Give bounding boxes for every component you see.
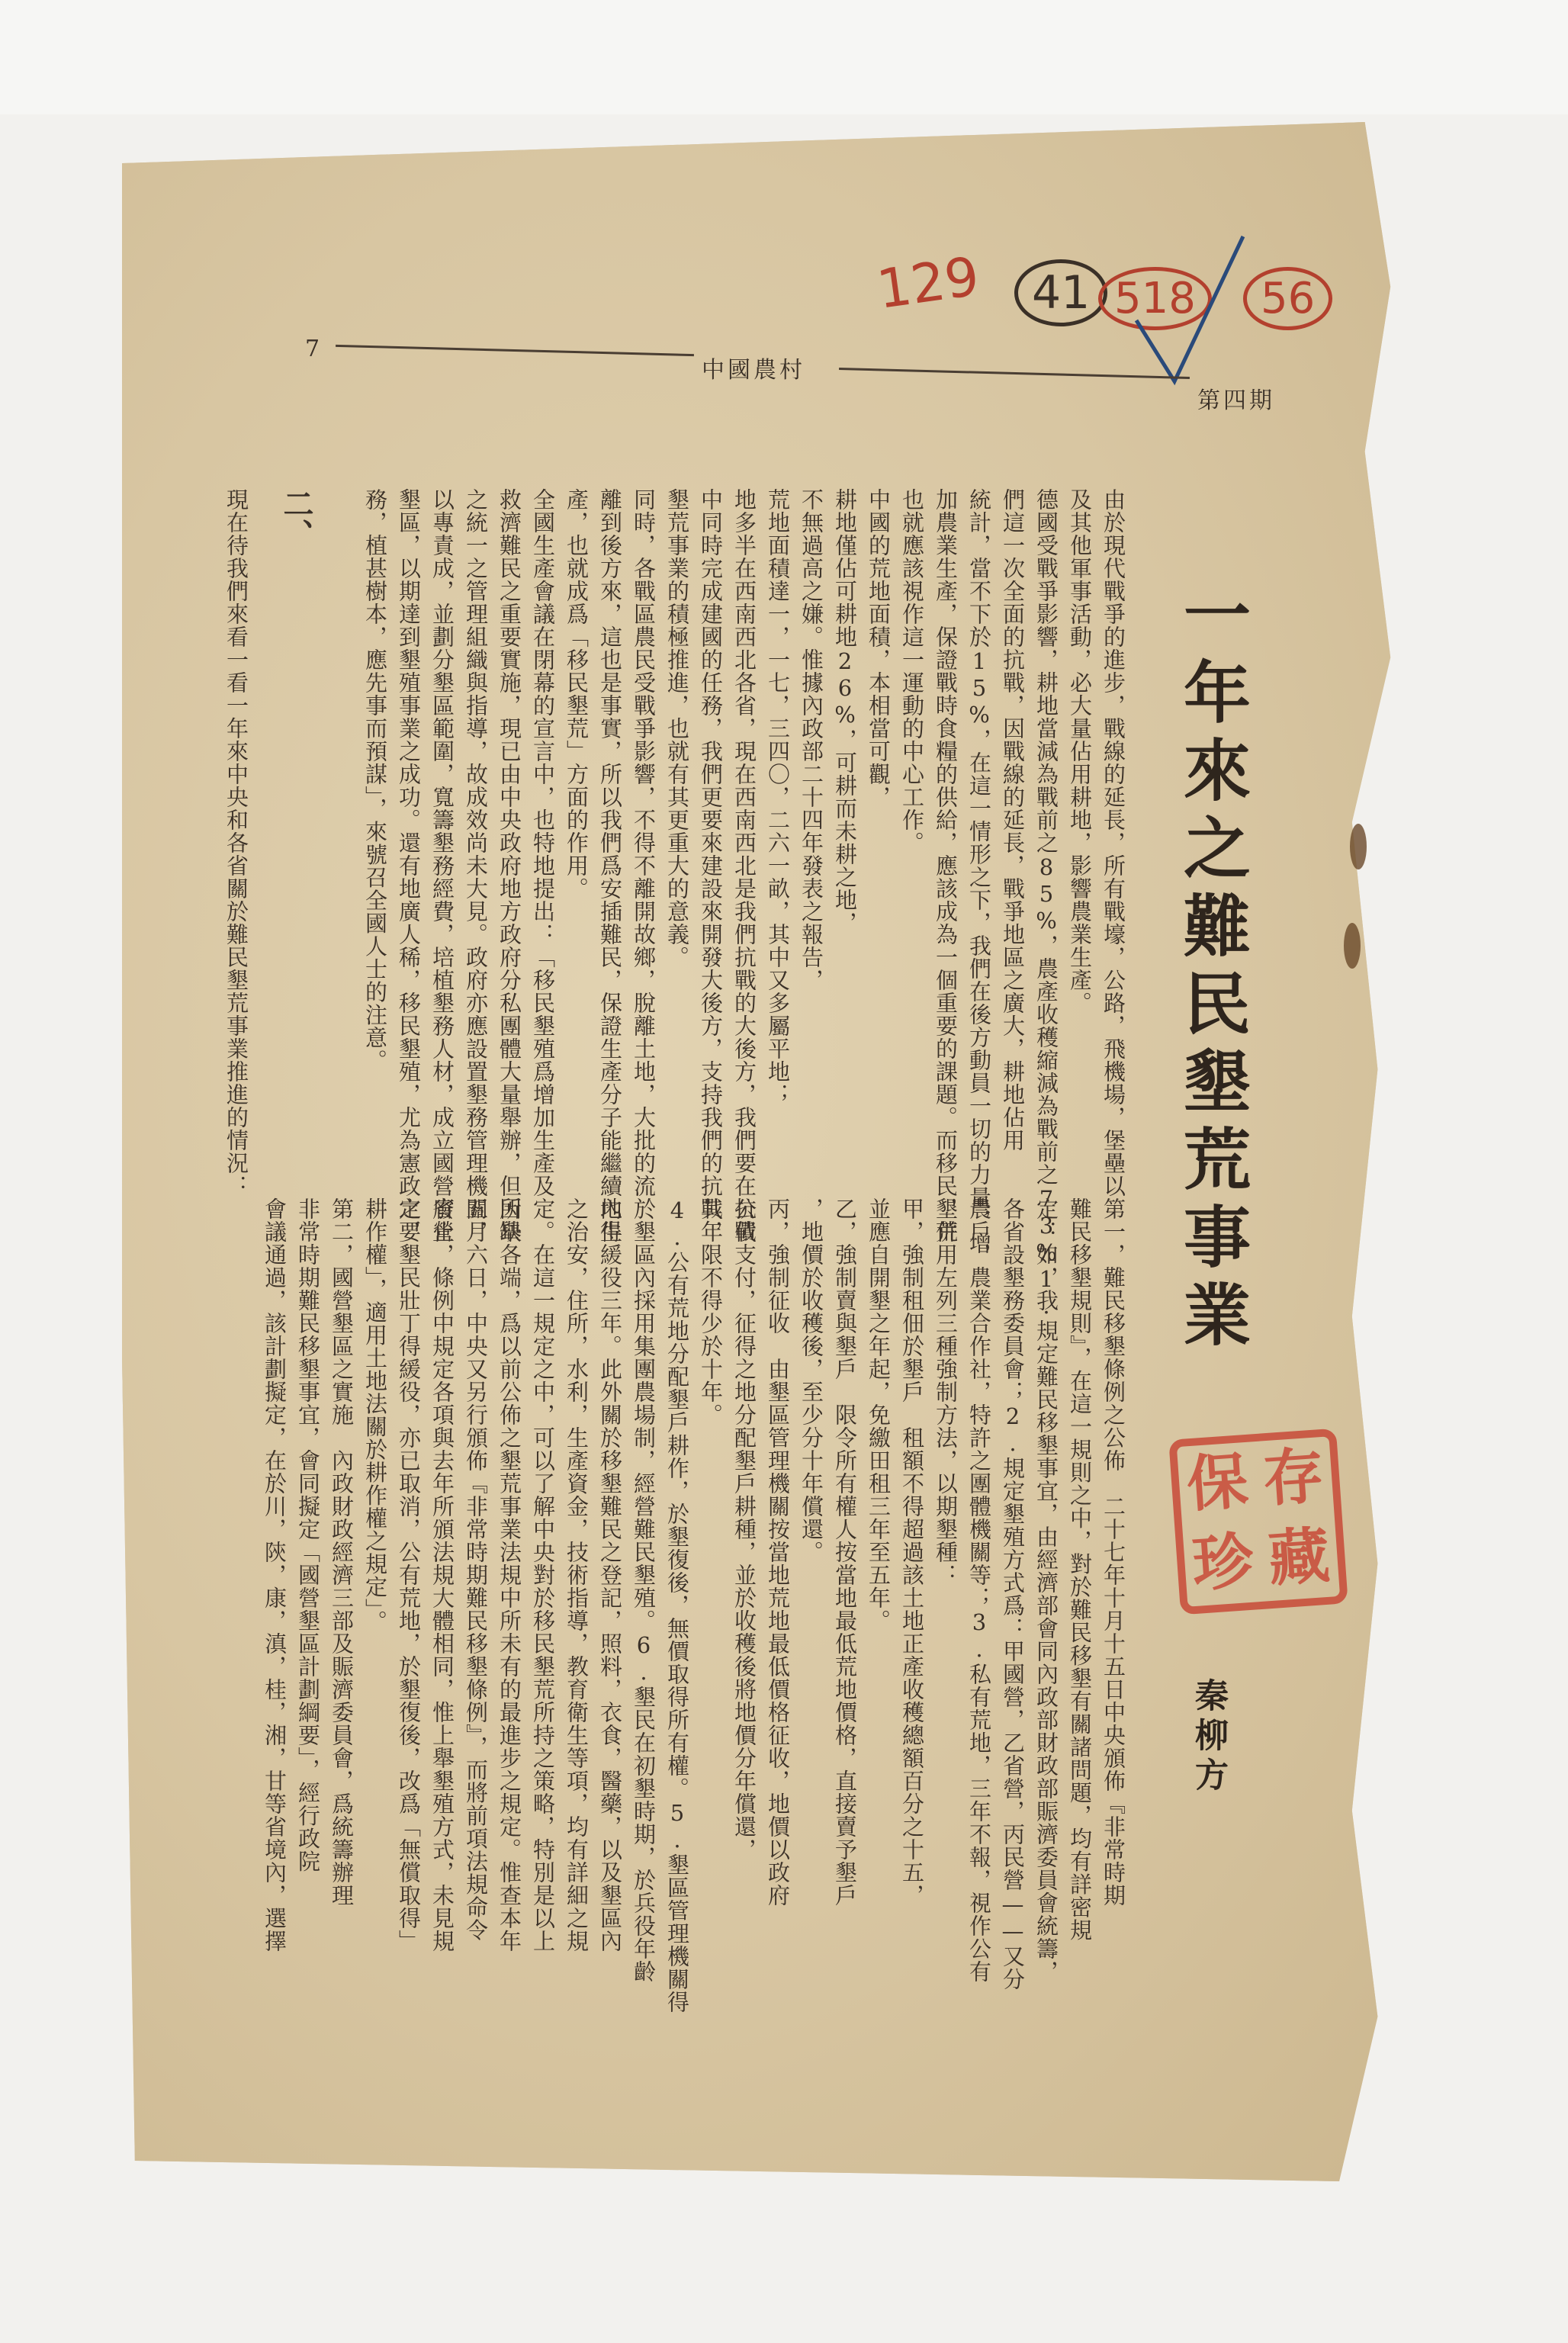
text-column: 乙，強制賣與墾戶 限令所有權人按當地最低荒地價格，直接賣予墾戶 xyxy=(832,1197,858,1907)
text-column: 墾區，以期達到墾殖事業之成功。還有地廣人稀，移民墾殖，尤為憲政之要 xyxy=(396,488,422,1243)
text-column: 也就應該視作這一運動的中心工作。 xyxy=(899,488,925,854)
page-number: 7 xyxy=(305,336,323,362)
text-column: 德國受戰爭影響，耕地當減為戰前之85%，農產收穫縮減為戰前之73%，我 xyxy=(1033,488,1059,1312)
text-column: 五月六日，中央又另行頒佈『非常時期難民移墾條例』，而將前項法規命令 xyxy=(463,1197,489,1942)
text-column: 定。在這一規定之中，可以了解中央對於移民墾荒所持之策略，特別是以上 xyxy=(530,1197,556,1952)
rust-stain xyxy=(1350,824,1367,869)
text-column: 難民移墾規則』，在這一規則之中，對於難民移墾有關諸問題，均有詳密規 xyxy=(1067,1197,1093,1942)
seal-char: 存 xyxy=(1260,1438,1327,1515)
text-column: 耕地僅佔可耕地26%，可耕而未耕之地， xyxy=(832,488,858,934)
text-column: 內得緩役三年。此外關於移墾難民之登記，照料，衣食，醫藥，以及墾區內 xyxy=(597,1197,623,1952)
text-column: 中國的荒地面積，本相當可觀， xyxy=(866,488,892,808)
text-column: 非常時期難民移墾事宜，會同擬定「國營墾區計劃綱要」，經行政院 xyxy=(295,1197,321,1873)
text-column: ，併用左列三種強制方法，以期墾種： xyxy=(933,1197,959,1586)
backdrop xyxy=(0,0,1568,114)
section-two-text: 現在待我們來看一看一年來中央和各省關於難民墾荒事業推進的情況： xyxy=(223,488,249,1197)
pencil-check-mark-icon xyxy=(1129,229,1251,397)
text-column: 定，墾民壯丁得緩役，亦已取消，公有荒地，於墾復後，改爲「無償取得」 xyxy=(396,1197,422,1952)
issue-label: 第四期 xyxy=(1197,387,1275,414)
text-column: 第二，國營墾區之實施 內政財政經濟三部及賑濟委員會，爲統籌辦理 xyxy=(329,1197,355,1907)
text-column: 之治安，住所，水利，生產資金，技術指導，教育衛生等項，均有詳細之規 xyxy=(564,1197,590,1952)
text-column: 離到後方來，這也是事實，所以我們爲安插難民，保證生產分子能繼續地生 xyxy=(597,488,623,1243)
text-column: 丙，強制征收 由墾區管理機關按當地荒地最低價格征收，地價以政府 xyxy=(765,1197,791,1907)
text-column: 耕作權」，適用土地法關於耕作權之規定」。 xyxy=(362,1197,388,1633)
text-column: 各省設墾務委員會；2.規定墾殖方式爲：甲國營，乙省營，丙民營——又分 xyxy=(1000,1197,1026,1991)
text-column: 同時，各戰區農民受戰爭影響，不得不離開故鄉，脫離土地，大批的流 xyxy=(631,488,657,1197)
text-column: 其年限不得少於十年。 xyxy=(698,1197,724,1426)
text-column: 由於現代戰爭的進步，戰線的延長，所有戰壕，公路，飛機場，堡壘以 xyxy=(1100,488,1126,1197)
text-column: 第一，難民移墾條例之公佈 二十七年十月十五日中央頒佈『非常時期 xyxy=(1100,1197,1126,1907)
text-column: 墾荒事業的積極推進，也就有其更重大的意義。 xyxy=(664,488,690,969)
text-column: 會議通過，該計劃擬定，在於川，陝，康，滇，桂，湘，甘等省境內，選擇 xyxy=(262,1197,288,1952)
text-column: 之統一之管理組織與指導，故成效尚未大見。政府亦應設置墾務管理機關， xyxy=(463,488,489,1243)
seal-char: 珍 xyxy=(1190,1524,1256,1601)
text-column: 並應自開墾之年起，免繳田租三年至五年。 xyxy=(866,1197,892,1632)
text-column: 荒地面積達一，一七，三四〇，二六一畝，其中又多屬平地； xyxy=(765,488,791,1106)
seal-char: 保 xyxy=(1184,1444,1251,1521)
text-column: 農戶，農業合作社，特許之團體機關等；3.私有荒地，三年不報，視作公有 xyxy=(966,1197,992,1983)
rust-stain xyxy=(1344,923,1361,969)
magazine-name: 中國農村 xyxy=(702,357,805,384)
text-column: 定：如1.規定難民移墾事宜，由經濟部會同內政部財政部賑濟委員會統籌， xyxy=(1033,1197,1059,1983)
article-author: 秦柳方 xyxy=(1189,1678,1228,1797)
text-column: 統計，當不下於15%，在這一情形之下，我們在後方動員一切的力量，增 xyxy=(966,488,992,1255)
text-column: 加農業生產，保證戰時食糧的供給，應該成為一個重要的課題。而移民墾荒 xyxy=(933,488,959,1243)
handwritten-note-56: 56 xyxy=(1243,267,1332,330)
text-column: 地多半在西南西北各省，現在西南西北是我們抗戰的大後方，我們要在抗戰 xyxy=(731,488,757,1243)
article-title: 一年來之難民墾荒事業 xyxy=(1173,580,1252,1358)
text-column: 公債支付，征得之地分配墾戶耕種，並於收穫後將地價分年償還， xyxy=(731,1197,757,1861)
text-column: 及其他軍事活動，必大量佔用耕地，影響農業生產。 xyxy=(1067,488,1093,1014)
text-column: ，地價於收穫後，至少分十年償還。 xyxy=(798,1197,824,1564)
text-column: 不無過高之嫌。惟據內政部二十四年發表之報告， xyxy=(798,488,824,992)
section-heading-two: 二、 xyxy=(278,488,314,549)
text-column: 們這一次全面的抗戰，因戰線的延長，戰爭地區之廣大，耕地佔用 xyxy=(1000,488,1026,1152)
text-column: 全國生產會議在閉幕的宣言中，也特地提出：「移民墾殖爲增加生產及 xyxy=(530,488,556,1197)
text-column: 所舉各端，爲以前公佈之墾荒事業法規中所未有的最進步之規定。惟查本年 xyxy=(496,1197,522,1952)
text-column: 廢止，條例中規定各項與去年所頒法規大體相同，惟上舉墾殖方式，未見規 xyxy=(429,1197,455,1952)
handwritten-note-518: 518 xyxy=(1098,267,1212,330)
handwritten-note-41: 41 xyxy=(1014,259,1107,326)
text-column: 以專責成，並劃分墾區範圍，寬籌墾務經費，培植墾務人材，成立國營省營 xyxy=(429,488,455,1243)
text-column: 甲，強制租佃於墾戶 租額不得超過該土地正產收穫總額百分之十五， xyxy=(899,1197,925,1907)
text-column: 4.公有荒地分配墾戶耕作，於墾復後，無價取得所有權。5.墾區管理機關得 xyxy=(664,1197,690,2014)
handwritten-note-129: 129 xyxy=(872,245,983,321)
text-column: 務，植甚樹本，應先事而預謀」，來號召全國人士的注意。 xyxy=(362,488,388,1072)
text-column: 產，也就成爲「移民墾荒」方面的作用。 xyxy=(564,488,590,900)
seal-char: 藏 xyxy=(1266,1519,1332,1596)
text-column: 中同時完成建國的任務，我們更要來建設來開發大後方，支持我們的抗戰， xyxy=(698,488,724,1243)
collector-seal xyxy=(1168,1429,1348,1615)
text-column: 救濟難民之重要實施，現已由中央政府地方政府分私團體大量舉辦，但因缺 xyxy=(496,488,522,1243)
text-column: 於墾區內採用集團農場制，經營難民墾殖。6.墾民在初墾時期，於兵役年齡 xyxy=(631,1197,657,1983)
